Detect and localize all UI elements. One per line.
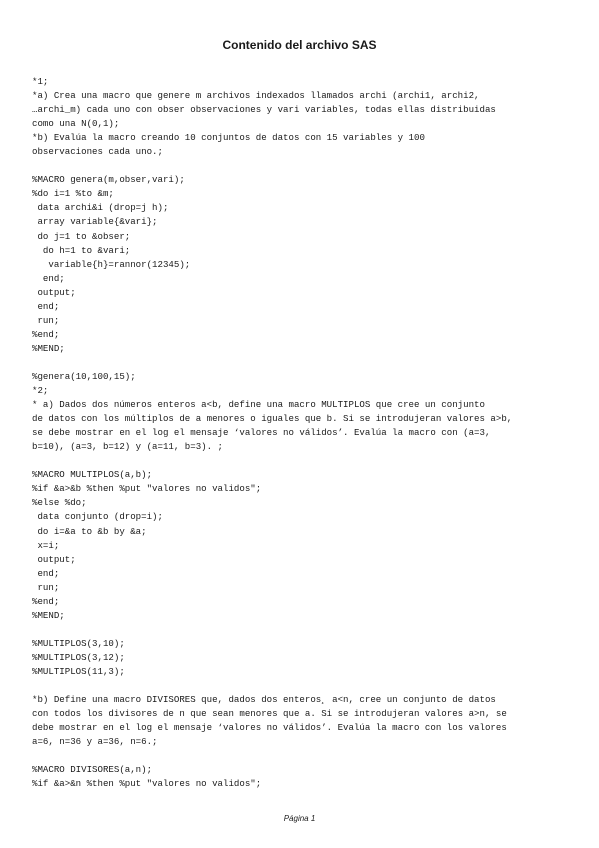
code-line: de datos con los múltiplos de a menores o iguales que b. Si se introdujeran valores a>b, [32, 413, 513, 425]
code-line: run; [32, 314, 60, 326]
code-line: output; [32, 553, 76, 565]
code-line: a=6, n=36 y a=36, n=6.; [32, 736, 158, 748]
code-line: %MULTIPLOS(11,3); [32, 665, 125, 677]
code-line [32, 679, 572, 693]
code-line: run; [32, 581, 60, 593]
code-line: do h=1 to &vari; [32, 244, 131, 256]
code-line: *b) Define una macro DIVISORES que, dados dos enteros¸ a<n, cree un conjunto de datos [32, 694, 496, 706]
code-line: con todos los divisores de n que sean menores que a. Si se introdujeran valores a>n, se [32, 708, 507, 720]
code-line: %MACRO genera(m,obser,vari); [32, 174, 185, 186]
code-line: do j=1 to &obser; [32, 230, 131, 242]
code-line: %MULTIPLOS(3,10); [32, 637, 125, 649]
code-line: %MULTIPLOS(3,12); [32, 651, 125, 663]
page-footer: Página 1 [283, 814, 316, 823]
code-line: x=i; [32, 539, 60, 551]
code-line: %MACRO MULTIPLOS(a,b); [32, 469, 153, 481]
code-line: %MACRO DIVISORES(a,n); [32, 764, 153, 776]
code-line: end; [32, 567, 60, 579]
code-line: %MEND; [32, 609, 65, 621]
code-line: …archi_m) cada uno con obser observaciones y vari variables, todas ellas distribuidas [32, 104, 496, 116]
code-line: observaciones cada uno.; [32, 146, 163, 158]
code-line: %end; [32, 595, 60, 607]
code-line: *b) Evalúa la macro creando 10 conjuntos de datos con 15 variables y 100 [32, 132, 425, 144]
code-line: %do i=1 %to &m; [32, 188, 114, 200]
code-line: * a) Dados dos números enteros a<b, define una macro MULTIPLOS que cree un conjunto [32, 399, 485, 411]
code-line [32, 749, 572, 763]
code-line [32, 454, 572, 468]
code-line: %else %do; [32, 497, 87, 509]
code-line: do i=&a to &b by &a; [32, 525, 147, 537]
code-line: b=10), (a=3, b=12) y (a=11, b=3). ; [32, 441, 223, 453]
code-line: data conjunto (drop=i); [32, 511, 163, 523]
code-line: %if &a>&b %then %put "valores no validos"; [32, 483, 262, 495]
code-line: %genera(10,100,15); [32, 370, 136, 382]
code-line [32, 623, 572, 637]
code-line: debe mostrar en el log el mensaje ‘valores no válidos’. Evalúa la macro con los valores [32, 722, 507, 734]
code-line: end; [32, 272, 65, 284]
code-line: array variable{&vari}; [32, 216, 158, 228]
code-line: %end; [32, 328, 60, 340]
sas-code-listing [32, 75, 572, 791]
code-line: *a) Crea una macro que genere m archivos indexados llamados archi (archi1, archi2, [32, 90, 480, 102]
code-line: %MEND; [32, 342, 65, 354]
code-line: *1; [32, 76, 49, 87]
code-line: variable{h}=rannor(12345); [32, 258, 191, 270]
code-line [32, 356, 572, 370]
code-line: end; [32, 300, 60, 312]
code-line [32, 159, 572, 173]
code-line: data archi&i (drop=j h); [32, 202, 169, 214]
code-line: %if &a>&n %then %put "valores no validos"; [32, 778, 262, 790]
code-line: *2; [32, 385, 49, 397]
code-line: output; [32, 286, 76, 298]
code-line: se debe mostrar en el log el mensaje ‘valores no válidos’. Evalúa la macro con (a=3, [32, 427, 491, 439]
page-title: Contenido del archivo SAS [222, 38, 377, 52]
code-line: como una N(0,1); [32, 118, 120, 130]
